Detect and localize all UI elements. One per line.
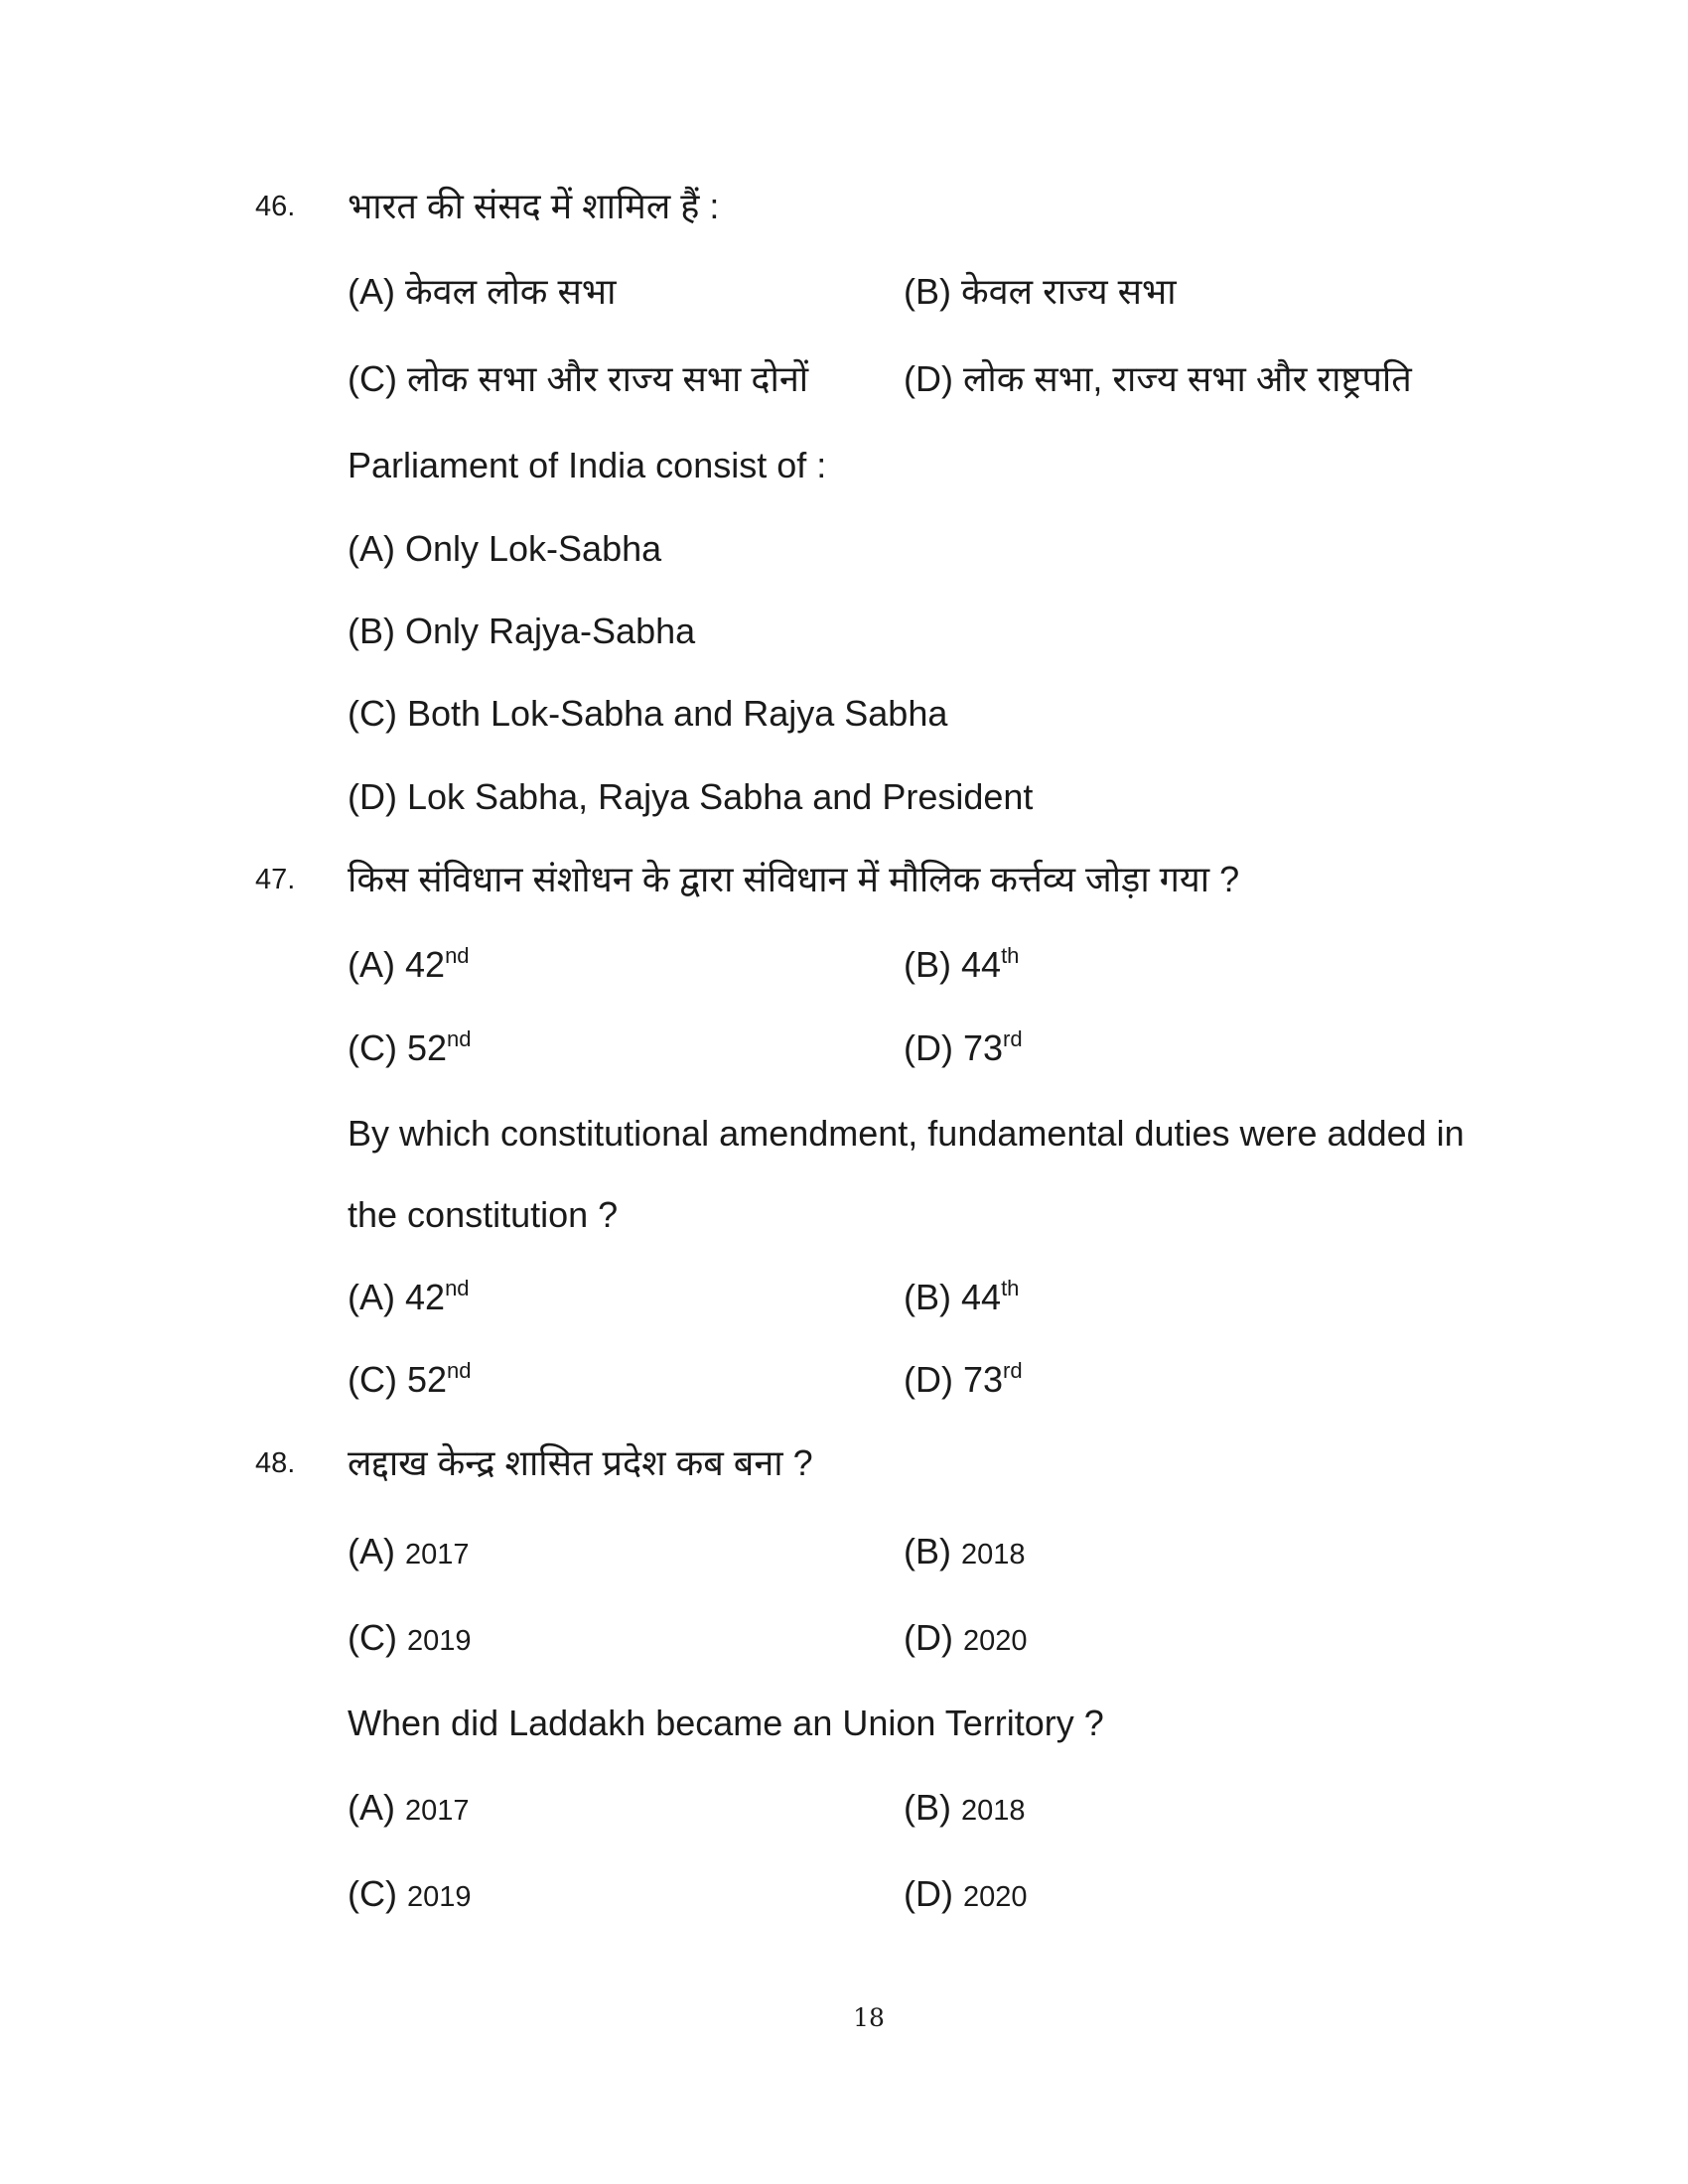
- option-b: [904, 943, 1019, 987]
- question-text-hindi: किस संविधान संशोधन के द्वारा संविधान में मौलिक कर्त्तव्य जोड़ा गया ?: [348, 859, 1240, 899]
- option-label: (B): [904, 1787, 951, 1828]
- option-label: (A): [348, 944, 395, 985]
- question-number: 47.: [255, 864, 296, 895]
- option-value: 73: [963, 1027, 1004, 1068]
- ordinal-suffix: rd: [1003, 1026, 1023, 1051]
- option-c: [348, 1026, 472, 1070]
- question-number: 48.: [255, 1447, 296, 1479]
- option-c-hindi: (C) लोक सभा और राज्य सभा दोनों: [348, 358, 809, 399]
- option-c-english: (C) Both Lok-Sabha and Rajya Sabha: [348, 693, 948, 734]
- option-d: [904, 1026, 1023, 1070]
- option-label: (C): [348, 1027, 397, 1068]
- option-a-hindi: (A) केवल लोक सभा: [348, 271, 617, 312]
- question-text-english-line1: By which constitutional amendment, fundamental duties were added in: [348, 1113, 1465, 1154]
- ordinal-suffix: th: [1001, 943, 1020, 968]
- question-number: 46.: [255, 191, 296, 222]
- option-value: 44: [961, 1277, 1002, 1317]
- ordinal-suffix: rd: [1003, 1358, 1023, 1383]
- option-value: 2018: [961, 1539, 1026, 1570]
- option-c: [348, 1872, 472, 1919]
- ordinal-suffix: nd: [447, 1358, 472, 1383]
- option-c: [348, 1358, 472, 1402]
- question-text-english-line2: the constitution ?: [348, 1194, 619, 1235]
- option-value: 52: [407, 1027, 448, 1068]
- option-label: (D): [904, 1359, 953, 1400]
- ordinal-suffix: nd: [445, 1276, 470, 1300]
- option-value: 2020: [963, 1881, 1028, 1913]
- option-d: [904, 1358, 1023, 1402]
- option-a-english: (A) Only Lok-Sabha: [348, 528, 662, 569]
- option-label: (C): [348, 1617, 397, 1658]
- option-label: (A): [348, 1277, 395, 1317]
- option-b-english: (B) Only Rajya-Sabha: [348, 611, 696, 651]
- option-label: (B): [904, 1531, 951, 1571]
- option-value: 2017: [405, 1539, 470, 1570]
- option-a: [348, 1276, 470, 1319]
- option-value: 2017: [405, 1795, 470, 1827]
- option-label: (C): [348, 1873, 397, 1914]
- option-value: 42: [405, 944, 446, 985]
- option-label: (A): [348, 1787, 395, 1828]
- option-b: [904, 1786, 1026, 1833]
- option-d: [904, 1616, 1028, 1663]
- option-value: 73: [963, 1359, 1004, 1400]
- option-value: 52: [407, 1359, 448, 1400]
- question-text-hindi: लद्दाख केन्द्र शासित प्रदेश कब बना ?: [348, 1442, 813, 1483]
- question-text-english: When did Laddakh became an Union Territory ?: [348, 1703, 1104, 1743]
- option-label: (D): [904, 1027, 953, 1068]
- option-d-hindi: (D) लोक सभा, राज्य सभा और राष्ट्रपति: [904, 358, 1412, 399]
- page-number: 18: [853, 2003, 885, 2032]
- option-value: 44: [961, 944, 1002, 985]
- question-text-hindi: भारत की संसद में शामिल हैं :: [348, 186, 720, 226]
- option-value: 2019: [407, 1625, 472, 1657]
- option-c: [348, 1616, 472, 1663]
- option-b: [904, 1276, 1019, 1319]
- ordinal-suffix: nd: [447, 1026, 472, 1051]
- option-value: 2018: [961, 1795, 1026, 1827]
- option-label: (D): [904, 1873, 953, 1914]
- option-a: [348, 1786, 470, 1833]
- option-value: 2020: [963, 1625, 1028, 1657]
- option-d-english: (D) Lok Sabha, Rajya Sabha and President: [348, 776, 1034, 817]
- option-label: (C): [348, 1359, 397, 1400]
- option-label: (B): [904, 944, 951, 985]
- option-d: [904, 1872, 1028, 1919]
- option-b: [904, 1530, 1026, 1576]
- option-b-hindi: (B) केवल राज्य सभा: [904, 271, 1177, 312]
- option-a: [348, 943, 470, 987]
- option-value: 2019: [407, 1881, 472, 1913]
- option-a: [348, 1530, 470, 1576]
- ordinal-suffix: th: [1001, 1276, 1020, 1300]
- option-label: (B): [904, 1277, 951, 1317]
- option-label: (D): [904, 1617, 953, 1658]
- option-value: 42: [405, 1277, 446, 1317]
- question-text-english: Parliament of India consist of :: [348, 445, 827, 485]
- option-label: (A): [348, 1531, 395, 1571]
- ordinal-suffix: nd: [445, 943, 470, 968]
